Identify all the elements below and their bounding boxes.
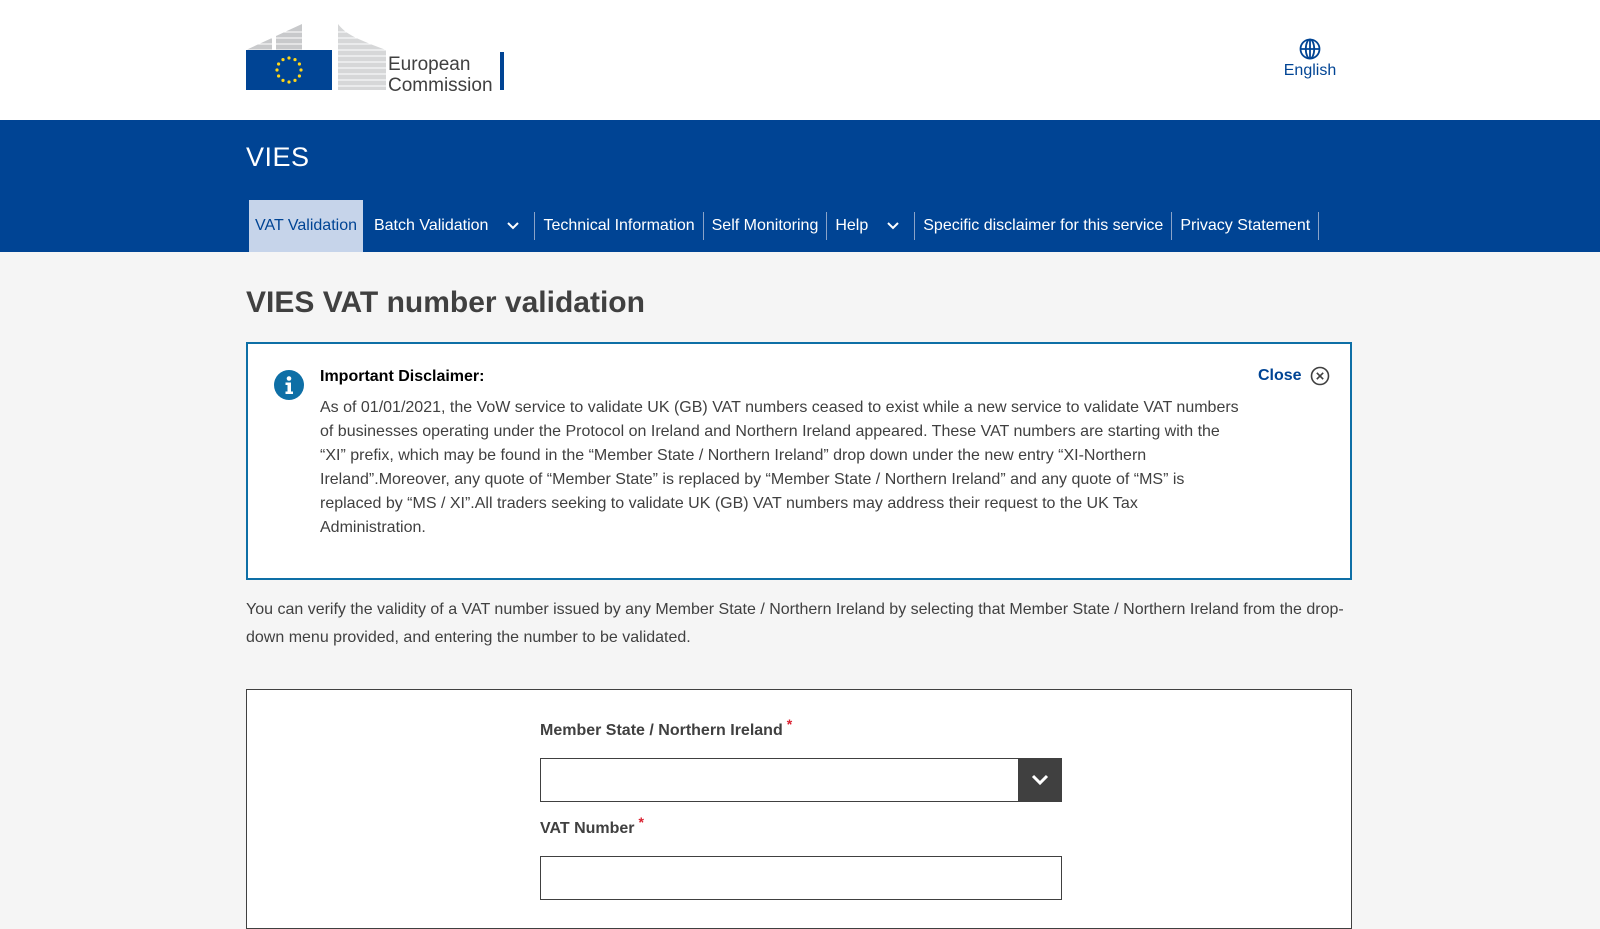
page-title: VIES VAT number validation [246,286,645,319]
nav-item-label: Privacy Statement [1180,217,1311,234]
chevron-down-icon [1031,774,1049,786]
nav-item-label: VAT Validation [255,217,357,234]
member-state-dropdown-button[interactable] [1018,758,1062,802]
close-button-label: Close [1258,367,1302,384]
nav-item-label: Technical Information [543,217,695,234]
close-circle-icon [1310,366,1330,386]
intro-text: You can verify the validity of a VAT number issued by any Member State / Northern Ireland by selecting that Member State / Northern Ireland from the drop-down menu provided, and entering the number to be validated. [246,601,1344,646]
site-banner [0,120,1600,252]
info-icon [274,370,304,400]
nav-divider [1318,212,1319,240]
nav-item-self-monitoring[interactable] [704,200,827,252]
nav-item-label: Specific disclaimer for this service [923,217,1164,234]
member-state-select[interactable] [540,758,1062,802]
disclaimer-heading: Important Disclaimer: [320,368,485,385]
language-selector[interactable] [1280,38,1340,80]
vat-number-label [540,814,644,838]
european-commission-logo[interactable] [246,24,506,94]
member-state-label-text: Member State / Northern Ireland [540,722,783,739]
required-marker: * [638,814,644,830]
member-state-label [540,716,793,740]
site-title[interactable]: VIES [246,142,310,172]
vat-number-input[interactable] [540,856,1062,900]
nav-item-batch-validation[interactable] [363,200,496,252]
chevron-down-icon [886,221,900,231]
main-navigation [249,200,1319,252]
globe-icon [1299,38,1321,60]
required-marker: * [786,716,793,732]
top-header [0,0,1600,120]
logo-text-line1: European [388,54,471,75]
logo-accent-bar [500,52,504,90]
vat-number-label-text: VAT Number [540,820,635,837]
eu-flag-icon [246,50,332,90]
nav-item-specific-disclaimer[interactable] [915,200,1171,252]
logo-text [388,54,493,96]
close-button[interactable] [1258,366,1330,386]
nav-item-label: Batch Validation [373,217,489,234]
nav-item-label: Help [835,217,869,234]
nav-item-help[interactable] [827,200,876,252]
nav-item-vat-validation[interactable] [249,200,363,252]
nav-item-privacy-statement[interactable] [1172,200,1318,252]
vat-validation-form [246,689,1352,929]
language-label: English [1283,62,1337,79]
chevron-down-icon [506,221,520,231]
nav-item-label: Self Monitoring [711,217,819,234]
disclaimer-body: As of 01/01/2021, the VoW service to validate UK (GB) VAT numbers ceased to exist while a new service to validate VAT numbers of businesses operating under the Protocol on Ireland and Northern Ireland appeared. These VAT numbers are starting with the “XI” prefix, which may be found in the “Member State / Northern Ireland” drop down under the new entry “XI-Northern Ireland”.Moreover, any quote of “Member State” is replaced by “Member State / Northern Ireland” and any quote of “MS” is replaced by “MS / XI”.All traders seeking to validate UK (GB) VAT numbers may address their request to the UK Tax Administration. [320,399,1239,536]
logo-text-line2: Commission [388,75,493,96]
nav-batch-validation-dropdown[interactable] [496,200,534,252]
nav-help-dropdown[interactable] [876,200,914,252]
nav-item-technical-information[interactable] [535,200,702,252]
disclaimer-message [246,342,1352,580]
